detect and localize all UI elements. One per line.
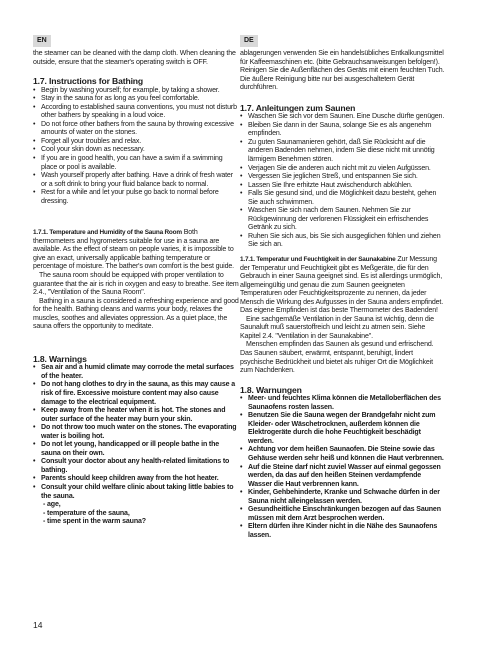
german-column [240, 50, 446, 540]
list-item: • Verjagen Sie die anderen auch nicht mit zu vielen Aufgüssen. [240, 165, 446, 174]
list-item: • Wash yourself properly after bathing. Have a drink of fresh water or a soft drink to bring your fluid balance back to normal. [33, 172, 239, 189]
warning-item: • Auf die Steine darf nicht zuviel Wasser auf einmal gegossen werden, da das auf den heißen Steinen verdampfende Wasser die Haut verbrennen kann. [240, 464, 446, 490]
warning-item: • Consult your doctor about any health-related limitations to bathing. [33, 458, 239, 475]
list-item: • Begin by washing yourself; for example, by taking a shower. [33, 87, 239, 96]
ventilation-paragraph: Eine sachgemäße Ventilation in der Sauna ist wichtig, denn die Saunaluft muß sauerstoffreich und leicht zu atmen sein. Siehe Kapitel 2.4. "Ventilation in der Saunakabine". [240, 315, 434, 340]
warning-item: • Sea air and a humid climate may corrode the metal surfaces of the heater. [33, 364, 239, 381]
list-item: • Falls Sie gesund sind, und die Möglichkeit dazu besteht, gehen Sie auch schwimmen. [240, 190, 446, 207]
list-item: • Do not force other bathers from the sauna by throwing excessive amounts of water on the stones. [33, 121, 239, 138]
warning-item: • Keep away from the heater when it is hot. The stones and outer surface of the heater may burn your skin. [33, 407, 239, 424]
warnings-list [33, 364, 239, 526]
intro-paragraph: the steamer can be cleaned with the damp cloth. When cleaning the outside, ensure that the steamer's operating switch is OFF. [33, 50, 236, 66]
list-item: • Waschen Sie sich vor dem Saunen. Eine Dusche dürfte genügen. [240, 113, 446, 122]
warning-item [33, 484, 239, 527]
warning-item: • Parents should keep children away from the hot heater. [33, 475, 239, 484]
warnings-heading: 1.8. Warnungen [240, 384, 302, 395]
warnings-list [240, 395, 446, 540]
warning-item: • Do not let young, handicapped or ill people bathe in the sauna on their own. [33, 441, 239, 458]
warning-item: • Kinder, Gehbehinderte, Kranke und Schwache dürfen in der Sauna nicht alleingelassen werden. [240, 489, 446, 506]
temperature-paragraph: Both thermometers and hygrometers suitable for use in a sauna are available. As the effect of steam on people varies, it is impossible to give an exact, universally applicable bathing temperature or percentage of moisture. The bather's own comfort is the best guide. [33, 229, 234, 271]
warning-sublist [41, 501, 239, 527]
intro-paragraph: ablagerungen verwenden Sie ein handelsübliches Entkalkungsmittel für Kaffeemaschinen etc. (bitte Gebrauchsanweisungen befolgen!). Reinigen Sie die Außenflächen des Geräts mit einem feuchten Tuch. Die äußere Reinigung bitte nur bei ausgeschaltetem Gerät durchführen. [240, 50, 445, 92]
bathing-instructions-list [240, 113, 446, 250]
bathing-instructions-heading: 1.7. Instructions for Bathing [33, 76, 144, 87]
temperature-heading: 1.7.1. Temperatur und Feuchtigkeit in der Saunakabine [240, 255, 396, 263]
bathing-benefits-paragraph: Bathing in a sauna is considered a refreshing experience and good for the health. Bathing cleans and warms your body, relaxes the muscles, soothes and alleviates oppression. As a quiet place, the sauna offers the opportunity to meditate. [33, 297, 239, 331]
warnings-heading: 1.8. Warnings [33, 353, 87, 364]
bathing-instructions-list [33, 87, 239, 207]
list-item: • Forget all your troubles and relax. [33, 138, 239, 147]
warning-item: • Do not throw too much water on the stones. The evaporating water is boiling hot. [33, 424, 239, 441]
english-column [33, 50, 239, 527]
warning-subitem: - temperature of the sauna, [43, 509, 130, 517]
list-item: • Waschen Sie sich nach dem Saunen. Nehmen Sie zur Rückgewinnung der verlorenen Flüssigkeit ein erfrischendes Getränk zu sich. [240, 207, 446, 233]
warning-item: • Gesundheitliche Einschränkungen bezogen auf das Saunen müssen mit dem Arzt besprochen werden. [240, 506, 446, 523]
warning-item: • Meer- und feuchtes Klima können die Metalloberflächen des Saunaofens rosten lassen. [240, 395, 446, 412]
list-item: • Lassen Sie Ihre erhitzte Haut zwischendurch abkühlen. [240, 182, 446, 191]
page-number: 14 [33, 620, 43, 630]
temperature-paragraph: Zur Messung der Temperatur und Feuchtigkeit gibt es Meßgeräte, die für den Gebrauch in einer Sauna geeignet sind. Es ist allerdings unmöglich, allgemeingültig und genau die zum Saunen geeigneten Temperaturen oder Feuchtigkeitsprozente zu nennen, da jeder Mensch die Wirkung des Aufgusses in der Sauna anders empfindet. Das eigene Empfinden ist das beste Thermometer des Badenden! [240, 255, 444, 315]
list-item: • Vergessen Sie jeglichen Streß, und entspannen Sie sich. [240, 173, 446, 182]
list-item: • Bleiben Sie dann in der Sauna, solange Sie es als angenehm empfinden. [240, 122, 446, 139]
bathing-benefits-paragraph: Menschen empfinden das Saunen als gesund und erfrischend. Das Saunen säubert, erwärmt, entspannt, beruhigt, lindert psychische Bedrückheit und bietet als ruhiger Ort die Möglichkeit zum Nachdenken. [240, 341, 434, 375]
warning-text: Consult your child welfare clinic about taking little babies to the sauna. [41, 483, 234, 500]
list-item: • Rest for a while and let your pulse go back to normal before dressing. [33, 189, 239, 206]
warning-item: • Achtung vor dem heißen Saunaofen. Die Steine sowie das Gehäuse werden sehr heiß und können die Haut verbrennen. [240, 446, 446, 463]
bathing-instructions-heading: 1.7. Anleitungen zum Saunen [240, 102, 356, 113]
list-item: • According to established sauna conventions, you must not disturb other bathers by speaking in a loud voice. [33, 104, 239, 121]
temperature-heading: 1.7.1. Temperature and Humidity of the Sauna Room [33, 229, 182, 237]
list-item: • Ruhen Sie sich aus, bis Sie sich ausgeglichen fühlen und ziehen Sie sich an. [240, 233, 446, 250]
warning-item: • Eltern dürfen ihre Kinder nicht in die Nähe des Saunaofens lassen. [240, 523, 446, 540]
warning-subitem: - age, [43, 501, 61, 509]
list-item: • Cool your skin down as necessary. [33, 146, 239, 155]
warning-item: • Benutzen Sie die Sauna wegen der Brandgefahr nicht zum Kleider- oder Wäschetrocknen, außerdem können die Elektrogeräte durch die hohe Feuchtigkeit beschädigt werden. [240, 412, 446, 446]
warning-subitem: - time spent in the warm sauna? [43, 518, 146, 526]
list-item: • Stay in the sauna for as long as you feel comfortable. [33, 95, 239, 104]
ventilation-paragraph: The sauna room should be equipped with proper ventilation to guarantee that the air is rich in oxygen and easy to breathe. See item 2.4., "Ventilation of the Sauna Room". [33, 271, 239, 297]
warning-item: • Do not hang clothes to dry in the sauna, as this may cause a risk of fire. Excessive moisture content may also cause damage to the electrical equipment. [33, 381, 239, 407]
language-tag-en: EN [33, 35, 51, 47]
list-item: • If you are in good health, you can have a swim if a swimming place or pool is available. [33, 155, 239, 172]
list-item: • Zu guten Saunamanieren gehört, daß Sie Rücksicht auf die anderen Badenden nehmen, indem Sie diese nicht mit unnötig lärmigem Benehmen stören. [240, 139, 446, 165]
language-tag-de: DE [240, 35, 258, 47]
